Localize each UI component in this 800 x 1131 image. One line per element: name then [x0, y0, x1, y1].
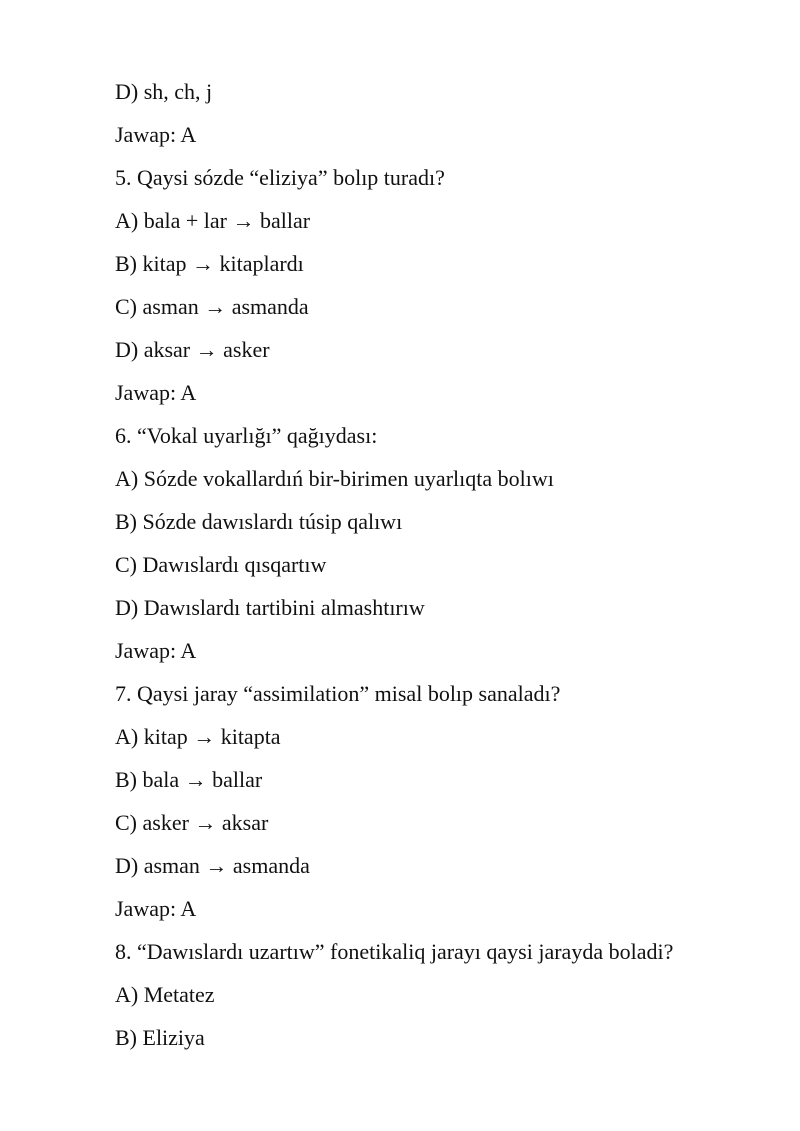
option-b-q5: B) kitap → kitaplardı: [115, 251, 304, 276]
answer-q6: Jawap: A: [115, 638, 197, 663]
answer-q5: Jawap: A: [115, 380, 197, 405]
option-d-q7: D) asman → asmanda: [115, 853, 310, 878]
question-8: 8. “Dawıslardı uzartıw” fonetikaliq jarayı qaysi jarayda boladi?: [115, 939, 674, 964]
question-5: 5. Qaysi sózde “eliziya” bolıp turadı?: [115, 165, 445, 190]
option-b-q6: B) Sózde dawıslardı túsip qalıwı: [115, 509, 403, 534]
option-c-q7: C) asker → aksar: [115, 810, 269, 835]
option-d-q4: D) sh, ch, j: [115, 79, 213, 104]
question-7: 7. Qaysi jaray “assimilation” misal bolıp sanaladı?: [115, 681, 561, 706]
option-b-q7: B) bala → ballar: [115, 767, 263, 792]
option-b-q8: B) Eliziya: [115, 1025, 205, 1050]
answer-q4: Jawap: A: [115, 122, 197, 147]
option-d-q6: D) Dawıslardı tartibini almashtırıw: [115, 595, 425, 620]
option-a-q8: A) Metatez: [115, 982, 215, 1007]
option-a-q6: A) Sózde vokallardıń bir-birimen uyarlıqta bolıwı: [115, 466, 554, 491]
answer-q7: Jawap: A: [115, 896, 197, 921]
option-d-q5: D) aksar → asker: [115, 337, 270, 362]
option-a-q7: A) kitap → kitapta: [115, 724, 281, 749]
option-c-q6: C) Dawıslardı qısqartıw: [115, 552, 327, 577]
option-c-q5: C) asman → asmanda: [115, 294, 309, 319]
question-6: 6. “Vokal uyarlığı” qağıydası:: [115, 423, 378, 448]
option-a-q5: A) bala + lar → ballar: [115, 208, 311, 233]
